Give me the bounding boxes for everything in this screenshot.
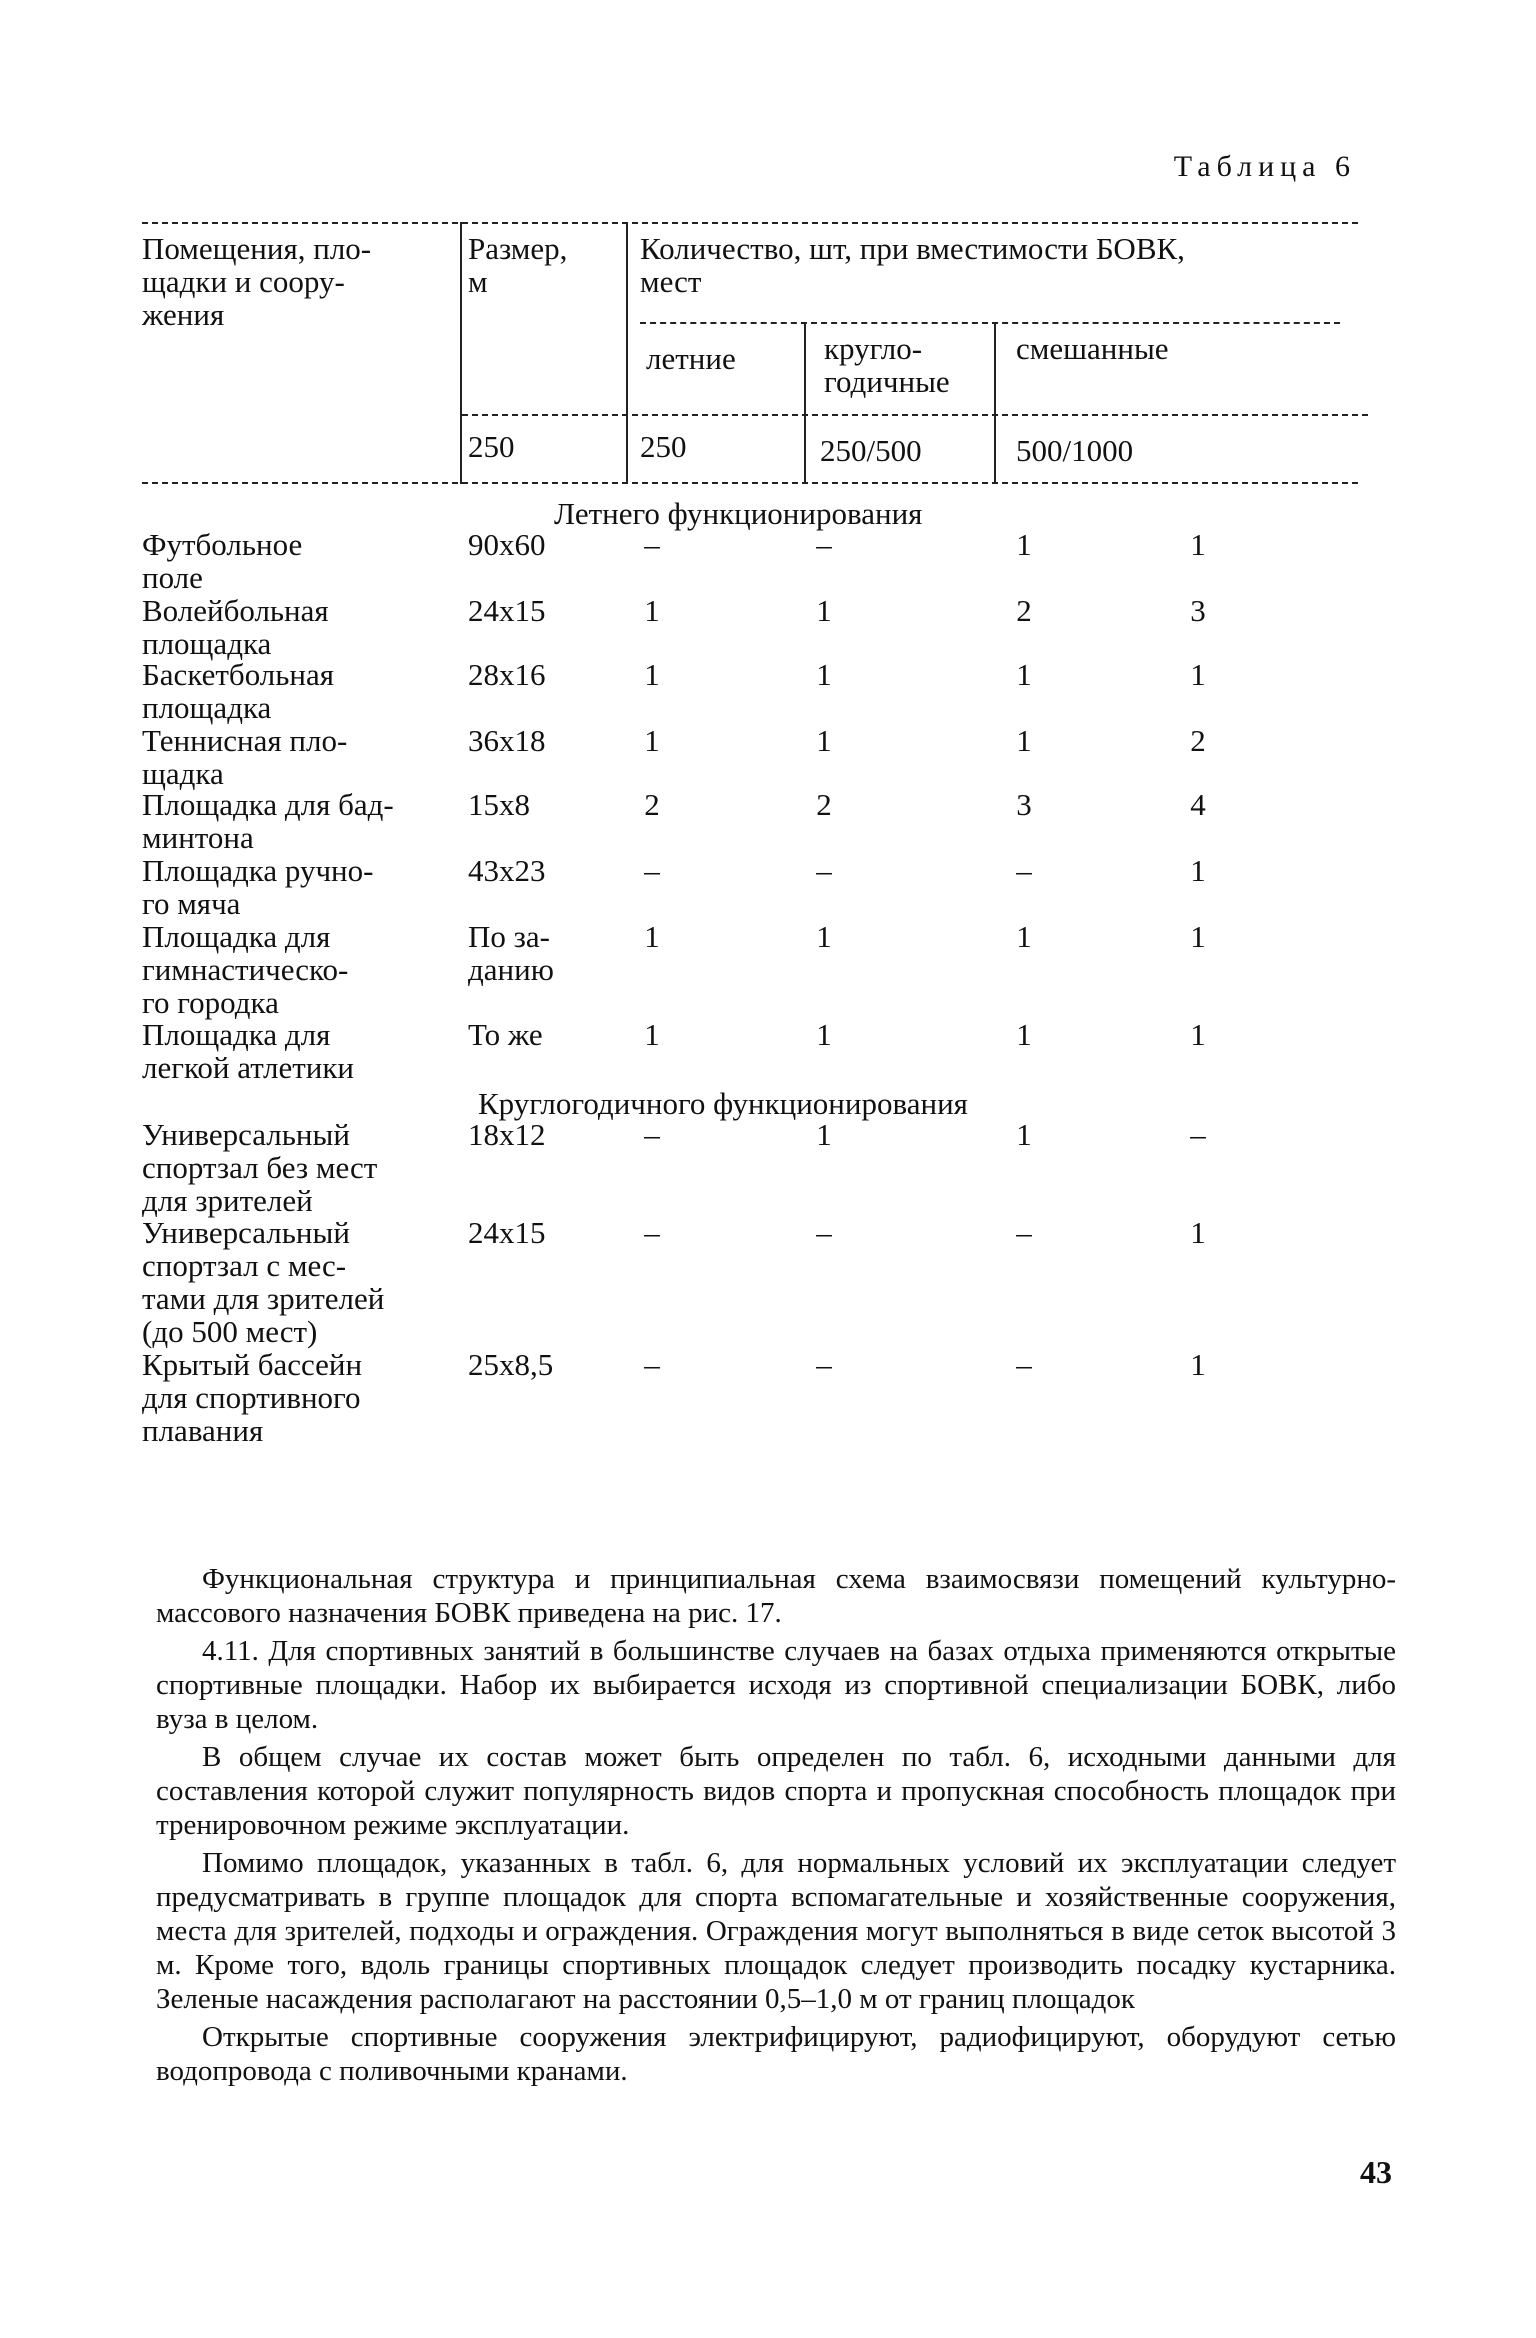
row-value-yearround: 1 <box>816 1117 832 1152</box>
row-size: То же <box>468 1017 543 1052</box>
row-name: Футбольное поле <box>142 527 303 595</box>
row-value-summer: 1 <box>644 723 660 758</box>
header-sub-rule <box>640 322 1340 324</box>
paragraph: Помимо площадок, указанных в табл. 6, для нормальных условий их эксплуатации следует предусматривать в группе площадок для спорта вспомагательные и хозяйственные сооружения, места для зрителей, подходы и ограждения. Ограждения могут выполняться в виде сеток высотой 3 м. Кроме того, вдоль границы спортивных площадок следует производить посадку кустарника. Зеленые насаждения располагают на расстоянии 0,5–1,0 м от границ площадок <box>156 1847 1396 2015</box>
row-value-yearround: 1 <box>816 1017 832 1052</box>
row-value-yearround: – <box>816 1215 832 1250</box>
row-value-yearround: 1 <box>816 723 832 758</box>
row-value-mixed-500: 3 <box>1016 787 1032 822</box>
header-cap-summer: 250 <box>640 429 687 464</box>
row-value-summer: 1 <box>644 1017 660 1052</box>
row-name: Теннисная пло- щадка <box>142 723 348 791</box>
paragraph: Функциональная структура и принципиальная схема взаимосвязи помещений культурно-массового назначения БОВК приведена на рис. 17. <box>156 1563 1396 1629</box>
row-name: Универсальный спортзал без мест для зрителей <box>142 1117 378 1218</box>
row-value-mixed-500: 1 <box>1016 723 1032 758</box>
row-value-summer: 1 <box>644 657 660 692</box>
row-value-mixed-1000: 1 <box>1190 853 1206 888</box>
row-size: 15х8 <box>468 787 530 822</box>
row-name: Крытый бассейн для спортивного плавания <box>142 1347 363 1448</box>
row-value-mixed-1000: 1 <box>1190 919 1206 954</box>
header-capacity-rule <box>462 414 1368 416</box>
row-size: 18х12 <box>468 1117 546 1152</box>
row-name: Баскетбольная площадка <box>142 657 334 725</box>
row-value-mixed-500: 1 <box>1016 657 1032 692</box>
row-value-mixed-500: – <box>1016 1215 1032 1250</box>
header-rooms: Помещения, пло- щадки и соору- жения <box>142 231 372 332</box>
header-divider-1 <box>460 222 462 484</box>
row-value-mixed-1000: 2 <box>1190 723 1206 758</box>
row-name: Площадка ручно- го мяча <box>142 853 374 921</box>
row-size: 24х15 <box>468 1215 546 1250</box>
row-size: По за- данию <box>468 919 554 987</box>
row-value-yearround: 1 <box>816 919 832 954</box>
row-name: Площадка для бад- минтона <box>142 787 394 855</box>
header-cap-yearround: 250/500 <box>820 433 922 468</box>
row-value-mixed-1000: 3 <box>1190 593 1206 628</box>
paragraph: Открытые спортивные сооружения электрифицируют, радиофицируют, оборудуют сетью водопровода с поливочными кранами. <box>156 2021 1396 2087</box>
header-divider-2 <box>626 222 628 484</box>
row-size: 36х18 <box>468 723 546 758</box>
page-number: 43 <box>1360 2154 1392 2190</box>
row-value-yearround: 1 <box>816 593 832 628</box>
row-value-yearround: 1 <box>816 657 832 692</box>
row-value-summer: 1 <box>644 919 660 954</box>
row-value-mixed-1000: 1 <box>1190 1017 1206 1052</box>
table-title: Таблица 6 <box>1173 150 1356 183</box>
row-value-mixed-500: 2 <box>1016 593 1032 628</box>
row-value-mixed-500: – <box>1016 853 1032 888</box>
row-value-summer: – <box>644 1117 660 1152</box>
row-value-summer: 1 <box>644 593 660 628</box>
row-name: Площадка для легкой атлетики <box>142 1017 355 1085</box>
row-value-mixed-500: 1 <box>1016 1017 1032 1052</box>
row-size: 43х23 <box>468 853 546 888</box>
header-divider-4 <box>994 322 996 482</box>
row-size: 24х15 <box>468 593 546 628</box>
row-name: Волейбольная площадка <box>142 593 329 661</box>
row-name: Универсальный спортзал с мес- тами для зрителей (до 500 мест) <box>142 1215 385 1349</box>
row-size: 28х16 <box>468 657 546 692</box>
paragraph: 4.11. Для спортивных занятий в большинстве случаев на базах отдыха применяются открытые спортивные площадки. Набор их выбирается исходя из спортивной специализации БОВК, либо вуза в целом. <box>156 1635 1396 1735</box>
header-mixed: смешанные <box>1016 331 1169 366</box>
row-value-summer: – <box>644 1215 660 1250</box>
row-value-summer: – <box>644 853 660 888</box>
header-cap-mixed: 500/1000 <box>1016 433 1134 468</box>
header-size: Размер, м <box>468 231 568 299</box>
paragraph: В общем случае их состав может быть определен по табл. 6, исходными данными для составления которой служит популярность видов спорта и пропускная способность площадок при тренировочном режиме эксплуатации. <box>156 1741 1396 1841</box>
row-value-mixed-1000: 1 <box>1190 657 1206 692</box>
row-value-summer: 2 <box>644 787 660 822</box>
row-value-summer: – <box>644 527 660 562</box>
row-value-yearround: 2 <box>816 787 832 822</box>
row-value-mixed-500: 1 <box>1016 527 1032 562</box>
header-top-rule <box>142 222 1358 224</box>
header-cap-size: 250 <box>468 429 515 464</box>
row-name: Площадка для гимнастическо- го городка <box>142 919 349 1020</box>
section-summer: Летнего функционирования <box>554 496 923 531</box>
row-value-mixed-1000: – <box>1190 1117 1206 1152</box>
row-size: 25х8,5 <box>468 1347 554 1382</box>
row-value-yearround: – <box>816 1347 832 1382</box>
row-value-mixed-1000: 1 <box>1190 1347 1206 1382</box>
section-yearround: Круглогодичного функционирования <box>478 1086 968 1121</box>
row-value-mixed-500: 1 <box>1016 1117 1032 1152</box>
header-bottom-rule <box>142 482 1358 484</box>
row-value-summer: – <box>644 1347 660 1382</box>
row-value-yearround: – <box>816 527 832 562</box>
header-divider-3 <box>804 322 806 482</box>
row-size: 90х60 <box>468 527 546 562</box>
row-value-mixed-1000: 4 <box>1190 787 1206 822</box>
row-value-mixed-500: 1 <box>1016 919 1032 954</box>
header-yearround: кругло- годичные <box>824 331 950 399</box>
header-summer: летние <box>646 341 736 376</box>
row-value-mixed-1000: 1 <box>1190 527 1206 562</box>
header-count: Количество, шт, при вместимости БОВК, мест <box>640 231 1185 299</box>
body-text <box>156 1562 1396 2092</box>
row-value-yearround: – <box>816 853 832 888</box>
row-value-mixed-500: – <box>1016 1347 1032 1382</box>
row-value-mixed-1000: 1 <box>1190 1215 1206 1250</box>
